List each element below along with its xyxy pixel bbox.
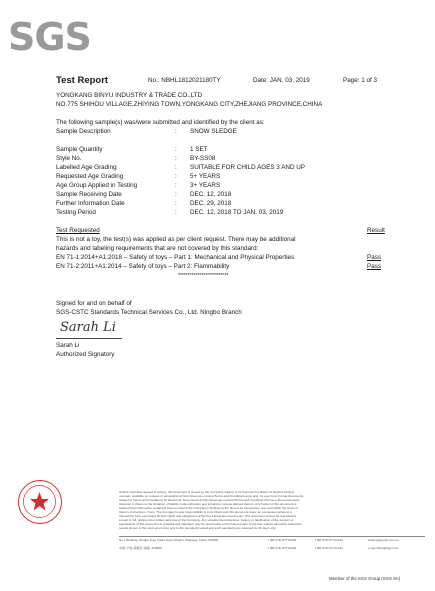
result-heading: Result: [367, 227, 385, 234]
field-row: [56, 200, 376, 209]
field-value: 3+ YEARS: [190, 182, 221, 189]
test-standard: EN 71-2:2011+A1:2014 – Safety of toys – Part 2: Flammability: [56, 263, 230, 270]
signatory-name: Sarah Li: [56, 342, 80, 349]
legal-line: appearance of this document is unlawful and offenders may be prosecuted to the fullest extent of the law. Unless otherwise stated the: [119, 522, 302, 526]
footer-fax: f (86-574) 87712212: [315, 546, 344, 550]
field-row: [56, 164, 376, 173]
client-name: YONGKANG BINYU INDUSTRY & TRADE CO.,LTD: [56, 92, 203, 99]
legal-line: results shown in this test report refer only to the sample(s) tested and such sample(s) are retained for 30 days only.: [119, 526, 277, 530]
test-standard: EN 71-1:2014+A1:2018 – Safety of toys – Part 1: Mechanical and Physical Properties: [56, 254, 295, 261]
field-colon: :: [175, 128, 177, 135]
field-row: [56, 128, 376, 137]
signature-line: [56, 338, 122, 339]
footer-phone: t (86-574) 87712218: [268, 546, 297, 550]
test-result: Pass: [367, 254, 381, 261]
sgs-group-member: Member of the SGS Group (SGS SA): [329, 576, 401, 581]
test-note-line2: hazards and labeling requirements that are not covered by this standard:: [56, 245, 259, 252]
field-value: BY-SS08: [190, 155, 216, 162]
field-colon: :: [175, 209, 177, 216]
footer-email: e sgs.china@sgs.com: [368, 546, 399, 550]
field-colon: :: [175, 164, 177, 171]
field-label: Sample Description: [56, 128, 111, 135]
test-note-line1: This is not a toy, the test(s) was applied as per client request. There may be additional: [56, 236, 296, 243]
legal-line: subject to Terms and Conditions for Electronic Documents at http://www.sgs.com/en/Terms-and-Conditions/Terms-e-Document.aspx.: [119, 498, 301, 502]
field-row: [56, 209, 376, 218]
field-label: Labelled Age Grading: [56, 164, 117, 171]
signoff-line1: Signed for and on behalf of: [56, 300, 132, 307]
test-requested-heading: Test Requested: [56, 227, 100, 234]
footer-phone: t (86-574) 87712218: [268, 538, 297, 542]
footer-divider: [119, 536, 425, 537]
field-colon: :: [175, 191, 177, 198]
page-indicator: Page: 1 of 3: [343, 77, 377, 84]
field-value: 5+ YEARS: [190, 173, 221, 180]
legal-line: Client's instructions, if any. The Company's sole responsibility is to its Client and this document does not exonerate parties to a: [119, 510, 292, 514]
official-seal-stamp: [18, 480, 62, 524]
footer-website: www.sgsgroup.com.cn: [368, 538, 399, 542]
legal-line: Unless otherwise agreed in writing, this document is issued by the Company subject to its General Conditions of Service printed: [119, 490, 294, 494]
footer-address: No.1 Building, Ningbo Free Trade Zone Ningbo, Zhejiang, China 315800: [119, 538, 219, 542]
field-label: Style No.: [56, 155, 82, 162]
signoff-line2: SGS-CSTC Standards Technical Services Co., Ltd. Ningbo Branch: [56, 309, 242, 316]
field-value: SUITABLE FOR CHILD AGES 3 AND UP: [190, 164, 306, 171]
legal-line: except in full, without prior written approval of the Company. Any unauthorized alteration, forgery or falsification of the content or: [119, 518, 294, 522]
field-label: Further Information Date: [56, 200, 125, 207]
sgs-logo: SGS: [8, 15, 91, 59]
legal-disclaimer: [119, 490, 425, 530]
field-label: Sample Receiving Date: [56, 191, 122, 198]
field-row: [56, 146, 376, 155]
field-colon: :: [175, 173, 177, 180]
signatory-title: Authorized Signatory: [56, 351, 115, 358]
test-result: Pass: [367, 263, 381, 270]
report-title: Test Report: [56, 75, 109, 86]
intro-text: The following sample(s) was/were submitted and identified by the client as:: [56, 119, 265, 126]
field-label: Testing Period: [56, 209, 96, 216]
field-value: 1 SET: [190, 146, 208, 153]
client-address: NO.775 SHIHOU VILLAGE,ZHIYING TOWN,YONGKANG CITY,ZHEJIANG PROVINCE,CHINA: [56, 101, 323, 108]
field-colon: :: [175, 155, 177, 162]
field-value: DEC. 12, 2018: [190, 191, 232, 198]
handwritten-signature: Sarah Li: [60, 320, 116, 335]
seal-star-icon: [19, 481, 60, 522]
field-value: DEC. 29, 2018: [190, 200, 232, 207]
footer-fax: f (86-574) 87712212: [315, 538, 344, 542]
field-row: [56, 191, 376, 200]
legal-line: transaction from exercising all their rights and obligations under the transaction documents. This document cannot be reproduced: [119, 514, 296, 518]
field-colon: :: [175, 182, 177, 189]
field-colon: :: [175, 200, 177, 207]
report-number: No.: NBHL1812021180TY: [148, 77, 221, 84]
field-row: [56, 182, 376, 191]
footer-address: 中国·宁波·保税区 邮编: 315800: [119, 546, 162, 550]
legal-line: advised that information contained hereon reflects the Company's findings at the time of its intervention only and within the limits of: [119, 506, 298, 510]
legal-line: Attention is drawn to the limitation of liability, indemnification and jurisdiction issues defined therein. Any holder of this document is: [119, 502, 297, 506]
field-label: Sample Quantity: [56, 146, 103, 153]
report-date: Date: JAN. 03, 2019: [253, 77, 310, 84]
field-label: Requested Age Grading: [56, 173, 124, 180]
field-value: DEC. 12, 2018 TO JAN. 03, 2019: [190, 209, 284, 216]
field-row: [56, 155, 376, 164]
field-row: [56, 173, 376, 182]
divider-stars: **************************: [178, 273, 229, 279]
legal-line: overleaf, available on request or accessible at http://www.sgs.com/en/Terms-and-Conditions.aspx and, for electronic format documents,: [119, 494, 305, 498]
field-colon: :: [175, 146, 177, 153]
field-label: Age Group Applied in Testing: [56, 182, 138, 189]
field-value: SNOW SLEDGE: [190, 128, 237, 135]
